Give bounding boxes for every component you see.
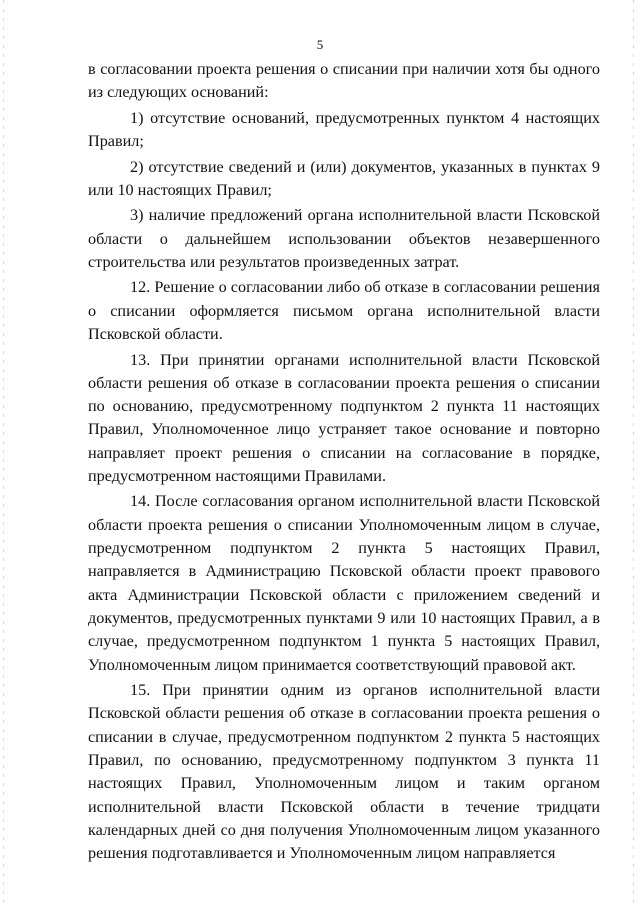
document-body xyxy=(88,58,600,868)
paragraph-12: 12. Решение о согласовании либо об отказе в согласовании решения о списании оформляется письмом органа исполнительной власти Псковской области. xyxy=(88,278,600,344)
paragraph-13: 13. При принятии органами исполнительной власти Псковской области решения об отказе в согласовании проекта решения о списании по основанию, предусмотренному подпунктом 2 пункта 11 настоящих Правил, Уполномоченное лицо устраняет такое основание и повторно направляет проект решения о списании на согласование в порядке, предусмотренном настоящими Правилами. xyxy=(88,350,600,485)
paragraph-14: 14. После согласования органом исполнительной власти Псковской области проекта решения о списании Уполномоченным лицом в случае, предусмотренном подпунктом 2 пункта 5 настоящих Правил, направляется в Администрацию Псковской области проект правового акта Администрации Псковской области с приложением сведений и документов, предусмотренных пунктами 9 или 10 настоящих Правил, а в случае, предусмотренном подпунктом 1 пункта 5 настоящих Правил, Уполномоченным лицом принимается соответствующий правовой акт. xyxy=(88,492,600,674)
scan-edge-right xyxy=(633,0,634,905)
paragraph-item-3: 3) наличие предложений органа исполнительной власти Псковской области о дальнейшем использовании объектов незавершенного строительства или результатов произведенных затрат. xyxy=(88,206,600,271)
scan-edge-left xyxy=(3,0,4,905)
paragraph-intro: в согласовании проекта решения о списании при наличии хотя бы одного из следующих оснований: xyxy=(88,60,600,102)
paragraph-item-1: 1) отсутствие оснований, предусмотренных пунктом 4 настоящих Правил; xyxy=(88,108,600,151)
page-number: 5 xyxy=(316,37,324,52)
paragraph-15: 15. При принятии одним из органов исполнительной власти Псковской области решения об отказе в согласовании проекта решения о списании в случае, предусмотренном подпунктом 2 пункта 5 настоящих Правил, по основанию, предусмотренному подпунктом 3 пункта 11 настоящих Правил, Уполномоченным лицом и таким органом исполнительной власти Псковской области в течение тридцати календарных дней со дня получения Уполномоченным лицом указанного решения подготавливается и Уполномоченным лицом направляется xyxy=(88,681,600,863)
paragraph-item-2: 2) отсутствие сведений и (или) документов, указанных в пунктах 9 или 10 настоящих Правил; xyxy=(88,157,600,199)
